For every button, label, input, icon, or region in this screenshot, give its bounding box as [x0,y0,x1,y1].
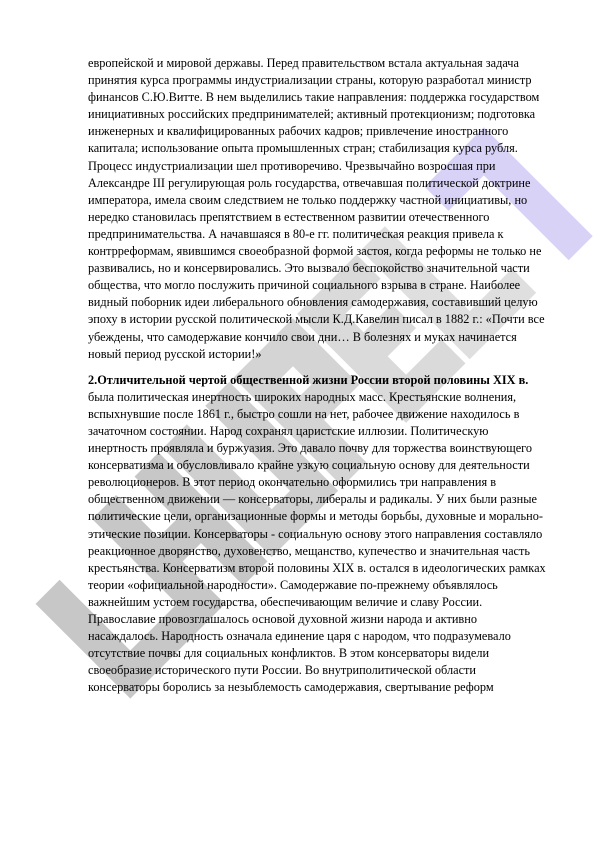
paragraph-2-body: была политическая инертность широких народных масс. Крестьянские волнения, вспыхнувшие после 1861 г., быстро сошли на нет, рабочее движение находилось в зачаточном состоянии. Народ сохранял царистские иллюзии. Политическую инертность проявляла и буржуазия. Это давало почву для торжества воинствующего консерватизма и обусловливало крайне узкую социальную основу для деятельности революционеров. В этот период окончательно оформились три направления в общественном движении — консерваторы, либералы и радикалы. У них были разные политические цели, организационные формы и методы борьбы, духовные и морально-этические позиции. Консерваторы - социальную основу этого направления составляло реакционное дворянство, духовенство, мещанство, купечество и значительная часть крестьянства. Консерватизм второй половины XIX в. остался в идеологических рамках теории «официальной народности». Самодержавие по-прежнему объявлялось важнейшим устоем государства, обеспечивающим величие и славу России. Православие провозглашалось основой духовной жизни народа и активно насаждалось. Народность означала единение царя с народом, что подразумевало отсутствие почвы для социальных конфликтов. В этом консерваторы видели своеобразие исторического пути России. Во внутриполитической области консерваторы боролись за незыблемость самодержавия, свертывание реформ [88,389,546,695]
paragraph-2-lead: 2.Отличительной чертой общественной жизни России второй половины XIX в. [88,372,529,387]
body-text [88,55,550,696]
paragraph-1: европейской и мировой державы. Перед правительством встала актуальная задача принятия курса программы индустриализации страны, которую разработал министр финансов С.Ю.Витте. В нем выделились такие направления: поддержка государством инициативных российских предпринимателей; активный протекционизм; подготовка инженерных и квалифицированных рабочих кадров; привлечение иностранного капитала; использование опыта промышленных стран; стабилизация курса рубля. Процесс индустриализации шел противоречиво. Чрезвычайно возросшая при Александре III регулирующая роль государства, отвечавшая политической доктрине императора, имела своим следствием не только поддержку частной инициативы, но нередко становилась препятствием в естественном развитии отечественного предпринимательства. А начавшаяся в 80-е гг. политическая реакция привела к контрреформам, явившимся своеобразной формой застоя, когда реформы не только не развивались, но и консервировались. Это вызвало беспокойство значительной части общества, что могло послужить причиной социального взрыва в стране. Наиболее видный поборник идеи либерального обновления самодержавия, составивший целую эпоху в истории русской политической мысли К.Д.Кавелин писал в 1882 г.: «Почти все убеждены, что самодержавие кончило свои дни… В болезнях и муках начинается новый период русской истории!» [88,56,545,361]
paragraph-2 [88,372,550,697]
